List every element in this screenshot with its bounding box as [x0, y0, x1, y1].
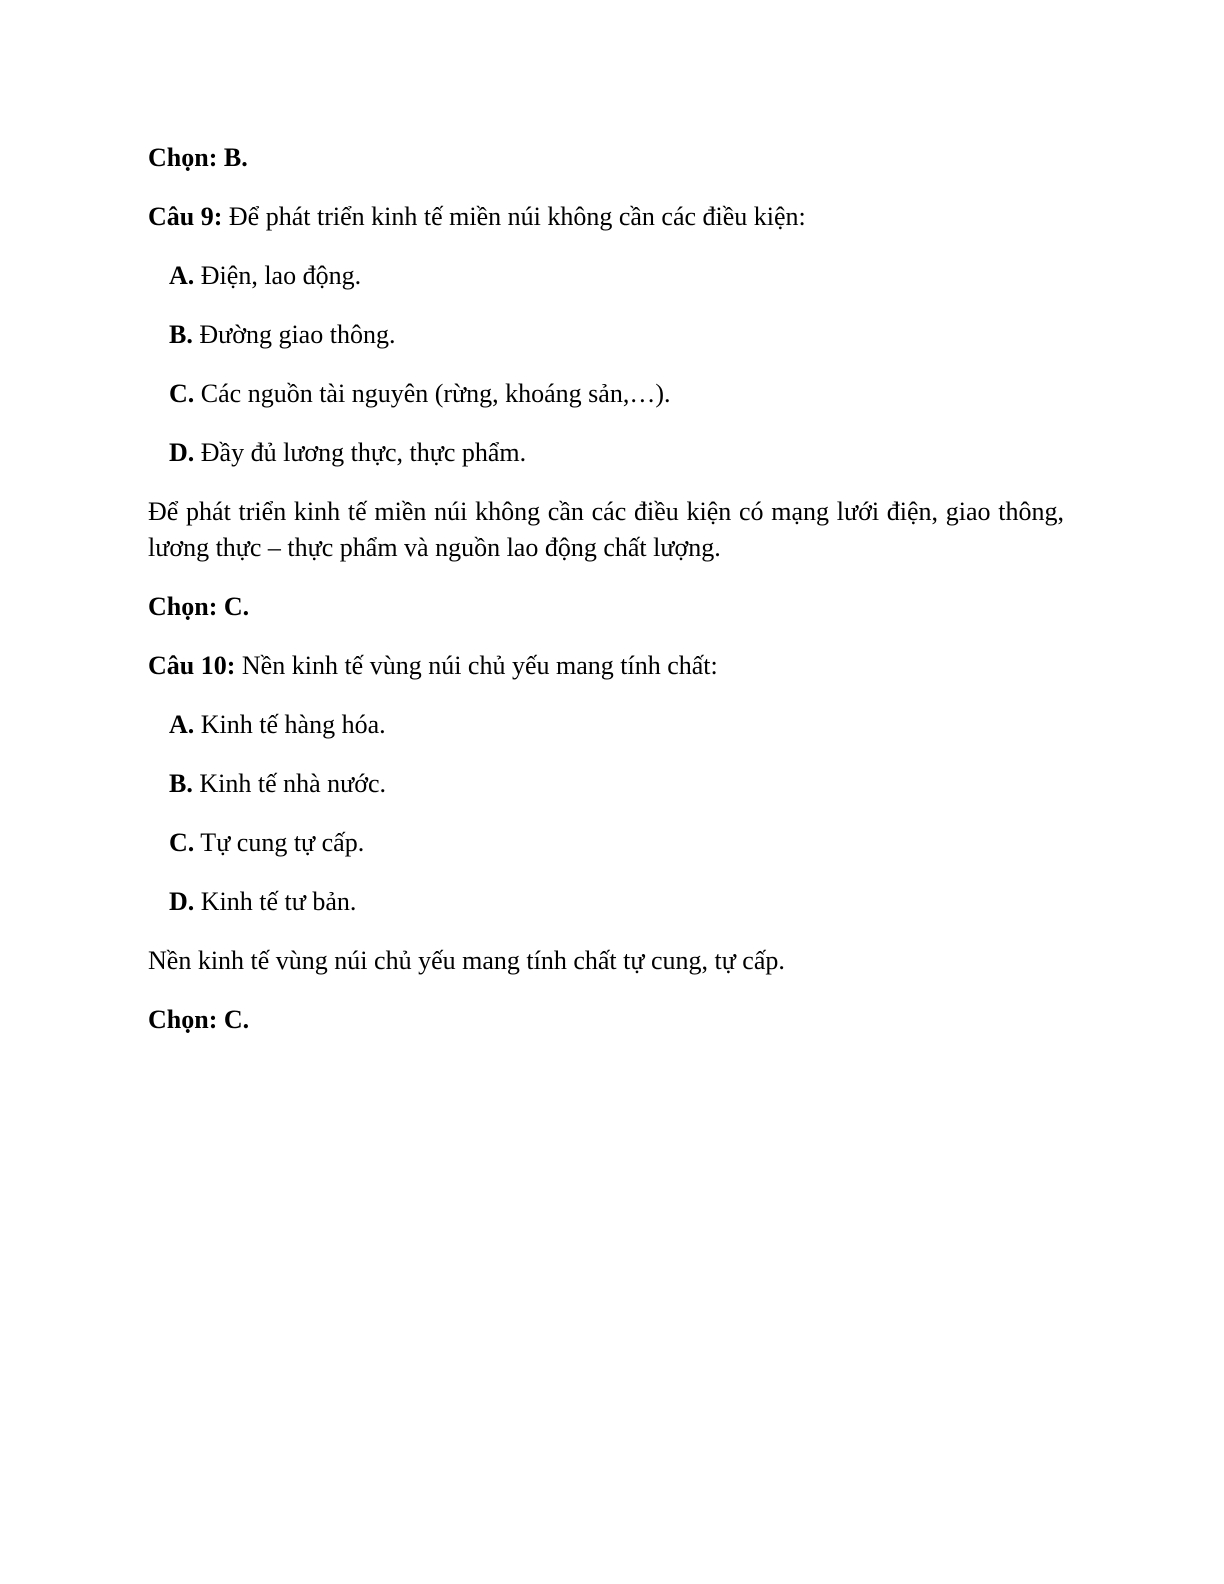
option-letter: B. — [169, 320, 193, 349]
option-letter: A. — [169, 710, 195, 739]
q9-option-b — [169, 317, 1064, 353]
q9-explanation: Để phát triển kinh tế miền núi không cần các điều kiện có mạng lưới điện, giao thông, lương thực – thực phẩm và nguồn lao động chất lượng. — [148, 497, 1064, 562]
q9-option-d — [169, 435, 1064, 471]
q10-answer: Chọn: C. — [148, 1005, 250, 1034]
option-text: Điện, lao động. — [194, 261, 362, 290]
option-text: Đầy đủ lương thực, thực phẩm. — [194, 438, 527, 467]
q9-option-c — [169, 376, 1064, 412]
q10-explanation: Nền kinh tế vùng núi chủ yếu mang tính chất tự cung, tự cấp. — [148, 946, 785, 975]
option-text: Kinh tế tư bản. — [194, 887, 357, 916]
option-letter: C. — [169, 828, 195, 857]
question-10-text: Nền kinh tế vùng núi chủ yếu mang tính chất: — [235, 651, 718, 680]
q9-option-a — [169, 258, 1064, 294]
option-text: Tự cung tự cấp. — [194, 828, 365, 857]
question-9 — [148, 199, 1064, 235]
option-letter: A. — [169, 261, 195, 290]
question-10-label: Câu 10: — [148, 651, 236, 680]
option-text: Kinh tế nhà nước. — [192, 769, 387, 798]
option-letter: B. — [169, 769, 193, 798]
option-letter: C. — [169, 379, 195, 408]
answer-prev: Chọn: B. — [148, 143, 248, 172]
option-text: Kinh tế hàng hóa. — [194, 710, 386, 739]
q10-option-d — [169, 884, 1064, 920]
document-page — [148, 140, 1064, 1061]
q9-answer: Chọn: C. — [148, 592, 250, 621]
question-9-label: Câu 9: — [148, 202, 223, 231]
option-letter: D. — [169, 887, 195, 916]
q10-option-b — [169, 766, 1064, 802]
option-text: Đường giao thông. — [192, 320, 396, 349]
option-letter: D. — [169, 438, 195, 467]
question-10 — [148, 648, 1064, 684]
option-text: Các nguồn tài nguyên (rừng, khoáng sản,…). — [194, 379, 671, 408]
question-9-text: Để phát triển kinh tế miền núi không cần các điều kiện: — [222, 202, 806, 231]
q10-option-a — [169, 707, 1064, 743]
q10-option-c — [169, 825, 1064, 861]
